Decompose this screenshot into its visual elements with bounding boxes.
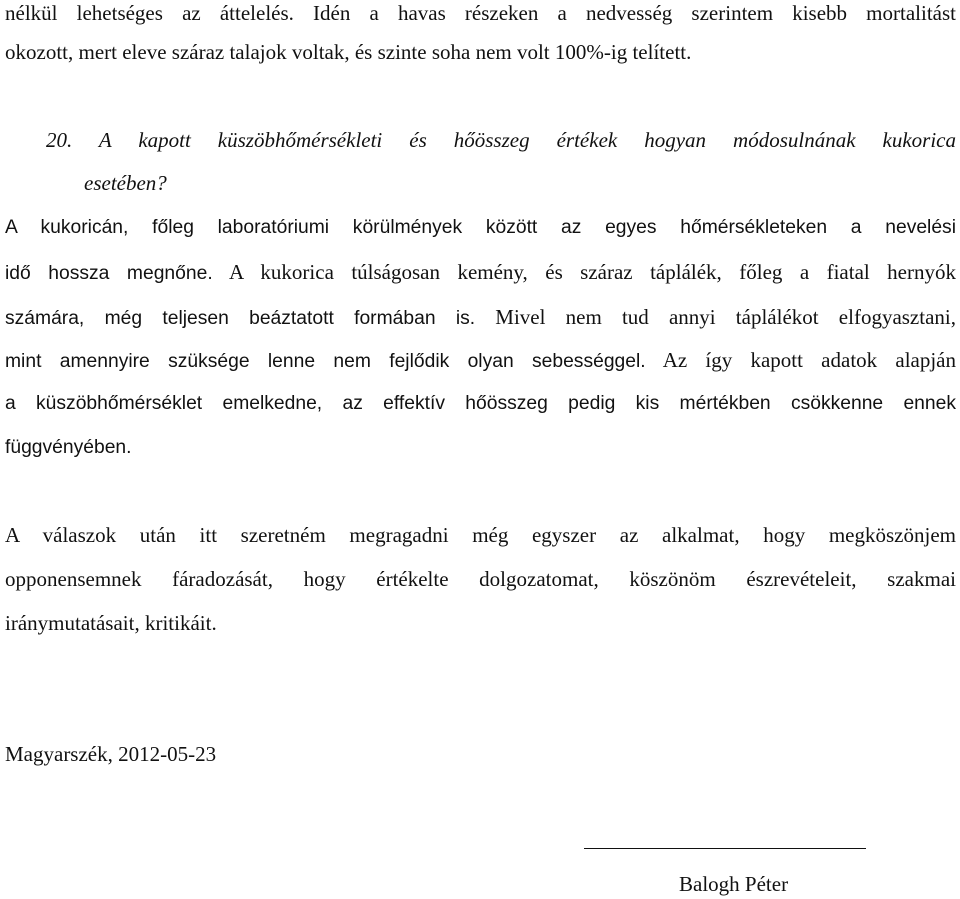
answer-line-part: A kukorica túlságosan kemény, és száraz táplálék, főleg a fiatal hernyók <box>212 260 956 284</box>
signature-line <box>584 848 866 849</box>
answer-line-mixed <box>5 347 956 375</box>
thanks-line: iránymutatásait, kritikáit. <box>5 611 217 635</box>
question-line: esetében? <box>84 171 167 195</box>
thanks-line: A válaszok után itt szeretném megragadni még egyszer az alkalmat, hogy megköszönjem <box>5 523 956 547</box>
answer-line-mixed <box>5 259 956 287</box>
answer-line: függvényében. <box>5 437 132 458</box>
signature-name: Balogh Péter <box>679 872 789 896</box>
answer-line-part: idő hossza megnőne. <box>5 263 213 284</box>
thanks-line: opponensemnek fáradozását, hogy értékelte dolgozatomat, köszönöm észrevételeit, szakmai <box>5 567 956 591</box>
answer-line: A kukoricán, főleg laboratóriumi körülmények között az egyes hőmérsékleteken a nevelési <box>5 217 956 238</box>
paragraph-line: okozott, mert eleve száraz talajok voltak, és szinte soha nem volt 100%-ig telített. <box>5 40 692 64</box>
answer-line-part: mint amennyire szüksége lenne nem fejlődik olyan sebességgel. <box>5 351 646 372</box>
place-date: Magyarszék, 2012-05-23 <box>5 742 217 766</box>
answer-line-mixed <box>5 304 956 332</box>
answer-line-part: számára, még teljesen beáztatott formában is. <box>5 308 476 329</box>
paragraph-line: nélkül lehetséges az áttelelés. Idén a havas részeken a nedvesség szerintem kisebb mortalitást <box>5 1 956 25</box>
answer-line: a küszöbhőmérséklet emelkedne, az effektív hőösszeg pedig kis mértékben csökkenne ennek <box>5 393 956 414</box>
question-line: 20. A kapott küszöbhőmérsékleti és hőösszeg értékek hogyan módosulnának kukorica <box>46 128 956 152</box>
answer-line-part: Mivel nem tud annyi táplálékot elfogyasztani, <box>475 305 956 329</box>
answer-line-part: Az így kapott adatok alapján <box>645 348 957 372</box>
